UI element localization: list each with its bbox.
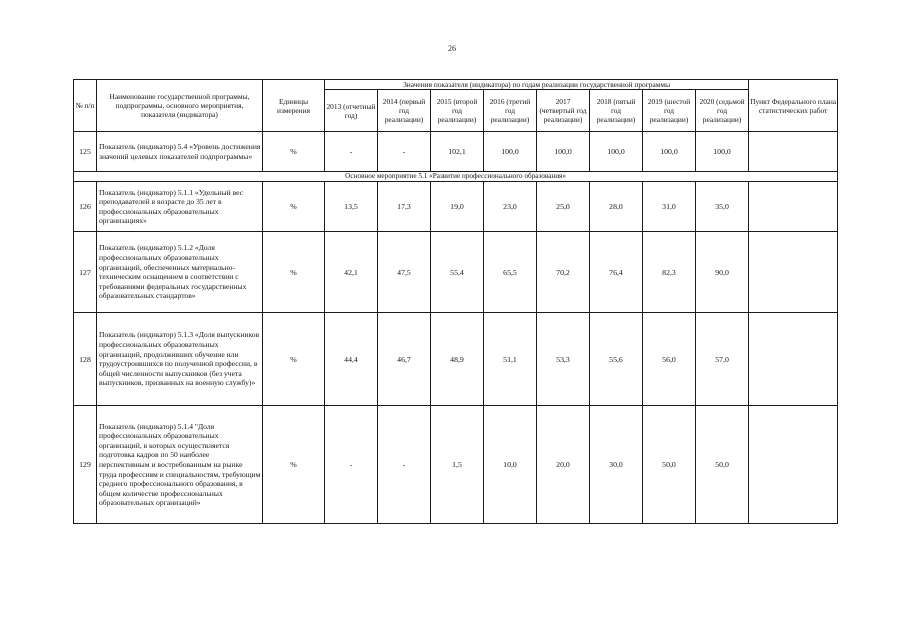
value-2020: 35,0 (696, 182, 749, 232)
value-2014: - (378, 132, 431, 172)
value-2016: 100,0 (484, 132, 537, 172)
value-2013: 44,4 (325, 313, 378, 406)
value-2018: 28,0 (590, 182, 643, 232)
header-year-2014: 2014 (первый год реализации) (378, 90, 431, 132)
value-2017: 25,0 (537, 182, 590, 232)
value-2018: 76,4 (590, 232, 643, 313)
plan-cell (749, 313, 838, 406)
row-number: 128 (74, 313, 97, 406)
value-2017: 100,0 (537, 132, 590, 172)
value-2020: 57,0 (696, 313, 749, 406)
plan-cell (749, 406, 838, 524)
value-2016: 51,1 (484, 313, 537, 406)
plan-cell (749, 232, 838, 313)
header-year-2013: 2013 (отчетный год) (325, 90, 378, 132)
value-2019: 56,0 (643, 313, 696, 406)
value-2015: 102,1 (431, 132, 484, 172)
value-2015: 55,4 (431, 232, 484, 313)
value-2019: 82,3 (643, 232, 696, 313)
value-2017: 70,2 (537, 232, 590, 313)
value-2013: 13,5 (325, 182, 378, 232)
table-row (74, 132, 838, 172)
value-2020: 50,0 (696, 406, 749, 524)
value-2019: 31,0 (643, 182, 696, 232)
table-row (74, 182, 838, 232)
unit-cell: % (263, 132, 325, 172)
value-2018: 55,6 (590, 313, 643, 406)
value-2014: 17,3 (378, 182, 431, 232)
unit-cell: % (263, 313, 325, 406)
table-row (74, 313, 838, 406)
value-2014: 47,5 (378, 232, 431, 313)
unit-cell: % (263, 232, 325, 313)
page-number: 26 (448, 44, 456, 53)
header-plan: Пункт Федерального плана статистических работ (749, 80, 838, 132)
header-row-1 (74, 80, 838, 90)
value-2020: 100,0 (696, 132, 749, 172)
table-row (74, 406, 838, 524)
value-2018: 100,0 (590, 132, 643, 172)
plan-cell (749, 132, 838, 172)
header-year-2020: 2020 (седьмой год реализации) (696, 90, 749, 132)
indicator-name: Показатель (индикатор) 5.1.1 «Удельный вес преподавателей в возрасте до 35 лет в профессиональных образовательных организациях» (97, 182, 263, 232)
header-num: № п/п (74, 80, 97, 132)
value-2016: 65,5 (484, 232, 537, 313)
indicator-name: Показатель (индикатор) 5.1.3 «Доля выпускников профессиональных образовательных организаций, продолживших обучение или трудоустроившихся по полученной профессии, в общей численности выпускников (без учета выпускников, призванных на военную службу)» (97, 313, 263, 406)
header-values-group: Значения показателя (индикатора) по годам реализации государственной программы (325, 80, 749, 90)
value-2016: 23,0 (484, 182, 537, 232)
value-2013: - (325, 406, 378, 524)
header-year-2018: 2018 (пятый год реализации) (590, 90, 643, 132)
value-2013: 42,1 (325, 232, 378, 313)
value-2014: - (378, 406, 431, 524)
header-year-2019: 2019 (шестой год реализации) (643, 90, 696, 132)
row-number: 129 (74, 406, 97, 524)
section-row (74, 172, 838, 182)
indicator-name: Показатель (индикатор) 5.4 «Уровень достижения значений целевых показателей подпрограммы» (97, 132, 263, 172)
value-2017: 53,3 (537, 313, 590, 406)
header-name: Наименование государственной программы, подпрограммы, основного мероприятия, показателя (индикатора) (97, 80, 263, 132)
value-2016: 10,0 (484, 406, 537, 524)
row-number: 126 (74, 182, 97, 232)
unit-cell: % (263, 182, 325, 232)
value-2017: 20,0 (537, 406, 590, 524)
section-title: Основное мероприятие 5.1 «Развитие профессионального образования» (74, 172, 838, 182)
indicator-table (73, 79, 838, 524)
value-2019: 100,0 (643, 132, 696, 172)
plan-cell (749, 182, 838, 232)
header-year-2016: 2016 (третий год реализации) (484, 90, 537, 132)
value-2015: 1,5 (431, 406, 484, 524)
row-number: 127 (74, 232, 97, 313)
header-unit: Единицы измерения (263, 80, 325, 132)
header-year-2017: 2017 (четвертый год реализации) (537, 90, 590, 132)
value-2019: 50,0 (643, 406, 696, 524)
value-2018: 30,0 (590, 406, 643, 524)
indicator-name: Показатель (индикатор) 5.1.2 «Доля профессиональных образовательных организаций, обеспеченных материально-техническим оснащением в соответствии с требованиями федеральных государственных образовательных стандартов» (97, 232, 263, 313)
row-number: 125 (74, 132, 97, 172)
unit-cell: % (263, 406, 325, 524)
table-row (74, 232, 838, 313)
value-2015: 19,0 (431, 182, 484, 232)
indicator-name: Показатель (индикатор) 5.1.4 "Доля профессиональных образовательных организаций, в которых осуществляется подготовка кадров по 50 наиболее перспективным и востребованным на рынке труда профессиям и специальностям, требующим среднего профессионального образования, в общем количестве профессиональных образовательных организаций» (97, 406, 263, 524)
header-year-2015: 2015 (второй год реализации) (431, 90, 484, 132)
value-2013: - (325, 132, 378, 172)
value-2014: 46,7 (378, 313, 431, 406)
value-2020: 90,0 (696, 232, 749, 313)
value-2015: 48,9 (431, 313, 484, 406)
